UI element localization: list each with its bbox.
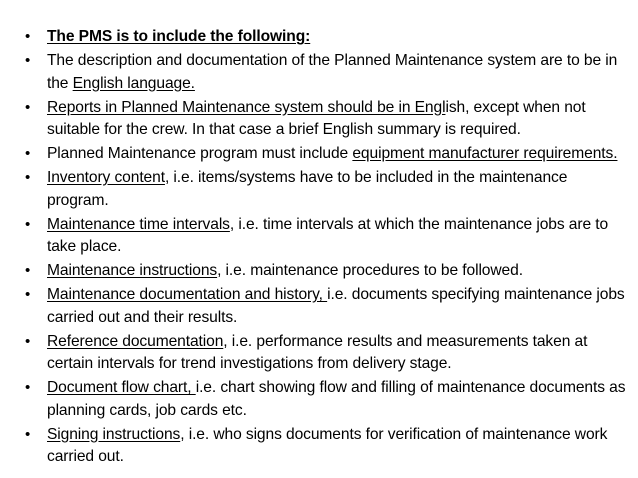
item-underlined-text: Reference documentation xyxy=(47,332,224,350)
bullet-icon: • xyxy=(25,262,31,279)
bullet-icon: • xyxy=(25,215,31,233)
item-underlined-text: Document flow chart, xyxy=(47,379,196,396)
bullet-icon: • xyxy=(25,98,31,116)
item-underlined-text: equipment manufacturer requirements. xyxy=(352,145,618,162)
bullet-icon: • xyxy=(25,286,31,303)
list-item xyxy=(23,331,633,376)
item-text: , i.e. performance results and measurements taken at certain intervals for trend investigations from delivery stage. xyxy=(47,332,588,372)
item-text: , i.e. who signs documents for verification of maintenance work carried out. xyxy=(47,425,608,465)
item-text: i.e. documents specifying maintenance jobs carried out and their results. xyxy=(47,286,625,326)
item-text: Planned Maintenance program must include xyxy=(47,145,353,162)
list-item xyxy=(23,143,633,166)
item-underlined-text: Reports in Planned Maintenance system should be in Engl xyxy=(47,98,446,116)
list-item xyxy=(23,26,633,49)
list-item xyxy=(23,424,633,469)
list-item xyxy=(23,50,633,95)
bullet-icon: • xyxy=(25,379,31,396)
bullet-icon: • xyxy=(25,332,31,350)
list-item xyxy=(23,214,633,259)
item-underlined-text: Signing instructions xyxy=(47,425,181,443)
list-item xyxy=(23,167,633,212)
bullet-list xyxy=(23,26,633,470)
bullet-icon: • xyxy=(25,28,31,45)
item-underlined-text: Maintenance time intervals xyxy=(47,215,230,233)
bullet-icon: • xyxy=(25,52,31,69)
item-text: , i.e. time intervals at which the maintenance jobs are to take place. xyxy=(47,215,609,255)
item-underlined-text: Inventory content xyxy=(47,169,165,186)
item-text: ish, except when not suitable for the crew. In that case a brief English summary is required. xyxy=(47,98,586,138)
bullet-icon: • xyxy=(25,169,31,186)
bullet-icon: • xyxy=(25,425,31,443)
bullet-icon: • xyxy=(25,145,31,162)
list-item xyxy=(23,377,633,422)
list-heading: The PMS is to include the following: xyxy=(47,28,311,45)
item-underlined-text: Maintenance instructions xyxy=(47,262,218,279)
item-underlined-text: Maintenance documentation and history, xyxy=(47,286,328,303)
list-item xyxy=(23,260,633,283)
item-text: i.e. chart showing flow and filling of maintenance documents as planning cards, job cards etc. xyxy=(47,379,626,419)
item-text: , i.e. maintenance procedures to be followed. xyxy=(217,262,523,279)
item-underlined-text: English language. xyxy=(72,74,195,92)
item-text: The description and documentation of the Planned Maintenance system are to be in the xyxy=(47,52,618,92)
list-item xyxy=(23,97,633,142)
list-item xyxy=(23,284,633,329)
item-text: , i.e. items/systems have to be included in the maintenance program. xyxy=(47,169,568,209)
